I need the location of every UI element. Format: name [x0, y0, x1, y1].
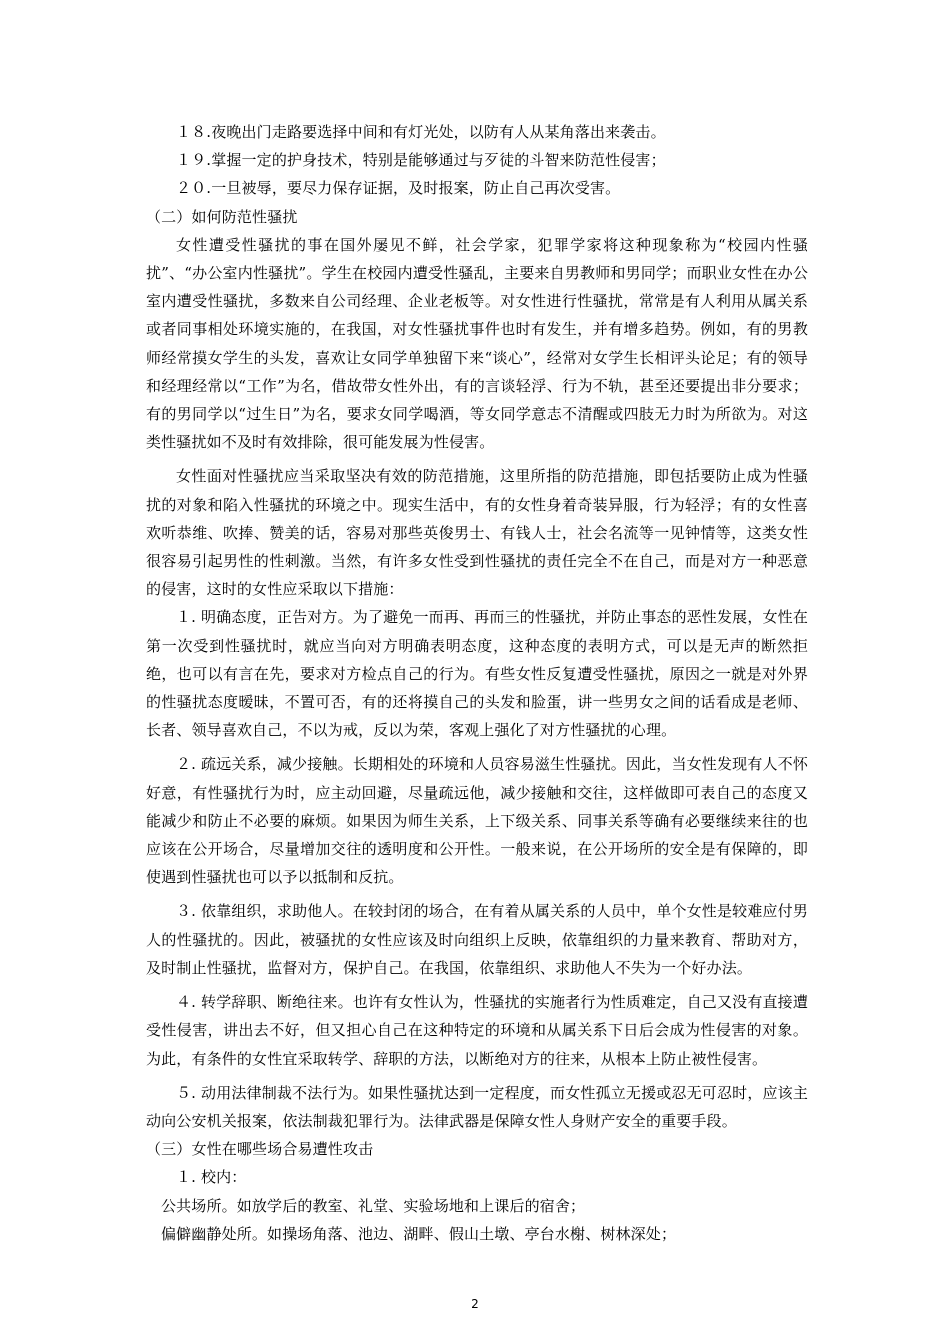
list-item-19: １９.掌握一定的护身技术，特别是能够通过与歹徒的斗智来防范性侵害； — [176, 151, 666, 170]
measure-item-2: ２. 疏远关系，减少接触。长期相处的环境和人员容易滋生性骚扰。因此，当女性发现有人不怀好意，有性骚扰行为时，应主动回避，尽量疏远他，减少接触和交往，这样做即可表自己的态度又能减少和防止不必要的麻烦。如果因为师生关系，上下级关系、同事关系等确有必要继续来往的也应该在公开场合，尽量增加交往的透明度和公开性。一般来说，在公开场所的安全是有保障的，即使遇到性骚扰也可以予以抵制和反抗。 — [146, 755, 808, 887]
measure-item-1: １. 明确态度，正告对方。为了避免一而再、再而三的性骚扰，并防止事态的恶性发展，女性在第一次受到性骚扰时，就应当向对方明确表明态度，这种态度的表明方式，可以是无声的断然拒绝，也可以有言在先，要求对方检点自己的行为。有些女性反复遭受性骚扰，原因之一就是对外界的性骚扰态度暧昧，不置可否，有的还将摸自己的头发和脸蛋，讲一些男女之间的话看成是老师、长者、领导喜欢自己，不以为戒，反以为荣，客观上强化了对方性骚扰的心理。 — [146, 608, 808, 740]
paragraph-harassment-intro: 女性遭受性骚扰的事在国外屡见不鲜，社会学家，犯罪学家将这种现象称为“校园内性骚扰”、“办公室内性骚扰”。学生在校园内遭受性骚乱，主要来自男教师和男同学；而职业女性在办公室内遭受性骚扰，多数来自公司经理、企业老板等。对女性进行性骚扰，常常是有人利用从属关系或者同事相处环境实施的，在我国，对女性骚扰事件也时有发生，并有增多趋势。例如，有的男教师经常摸女学生的头发，喜欢让女同学单独留下来“谈心”，经常对女学生长相评头论足；有的领导和经理经常以“工作”为名，借故带女性外出，有的言谈轻浮、行为不轨，甚至还要提出非分要求；有的男同学以“过生日”为名，要求女同学喝酒，等女同学意志不清醒或四肢无力时为所欲为。对这类性骚扰如不及时有效排除，很可能发展为性侵害。 — [146, 235, 808, 452]
location-item-campus: １. 校内： — [176, 1168, 247, 1187]
paragraph-prevention-measures: 女性面对性骚扰应当采取坚决有效的防范措施，这里所指的防范措施，即包括要防止成为性骚扰的对象和陷入性骚扰的环境之中。现实生活中，有的女性身着奇装异服，行为轻浮；有的女性喜欢听恭维、吹捧、赞美的话，容易对那些英俊男士、有钱人士，社会名流等一见钟情等，这类女性很容易引起男性的性刺激。当然，有许多女性受到性骚扰的责任完全不在自己，而是对方一种恶意的侵害，这时的女性应采取以下措施： — [146, 467, 808, 599]
measure-item-5: ５. 动用法律制裁不法行为。如果性骚扰达到一定程度，而女性孤立无援或忍无可忍时，应该主动向公安机关报案，依法制裁犯罪行为。法律武器是保障女性人身财产安全的重要手段。 — [146, 1083, 808, 1130]
section-heading-3: （三）女性在哪些场合易遭性攻击 — [146, 1140, 374, 1159]
list-item-20: ２０.一旦被辱，要尽力保存证据，及时报案，防止自己再次受害。 — [176, 179, 621, 198]
location-secluded-places: 偏僻幽静处所。如操场角落、池边、湖畔、假山土墩、亭台水榭、树林深处； — [161, 1224, 677, 1243]
list-item-18: １８.夜晚出门走路要选择中间和有灯光处，以防有人从某角落出来袭击。 — [176, 123, 666, 141]
measure-item-4: ４. 转学辞职、断绝往来。也许有女性认为，性骚扰的实施者行为性质难定，自己又没有直接遭受性侵害，讲出去不好，但又担心自己在这种特定的环境和从属关系下日后会成为性侵害的对象。为此，有条件的女性宜采取转学、辞职的方法，以断绝对方的往来，从根本上防止被性侵害。 — [146, 993, 808, 1068]
section-heading-2: （二）如何防范性骚扰 — [146, 207, 298, 226]
measure-item-3: ３. 依靠组织，求助他人。在较封闭的场合，在有着从属关系的人员中，单个女性是较难应付男人的性骚扰的。因此，被骚扰的女性应该及时向组织上反映，依靠组织的力量来教育、帮助对方，及时制止性骚扰，监督对方，保护自己。在我国，依靠组织、求助他人不失为一个好办法。 — [146, 902, 808, 977]
body-text — [146, 118, 808, 1248]
page-number: 2 — [471, 1297, 479, 1311]
location-public-places: 公共场所。如放学后的教室、礼堂、实验场地和上课后的宿舍； — [161, 1196, 586, 1215]
